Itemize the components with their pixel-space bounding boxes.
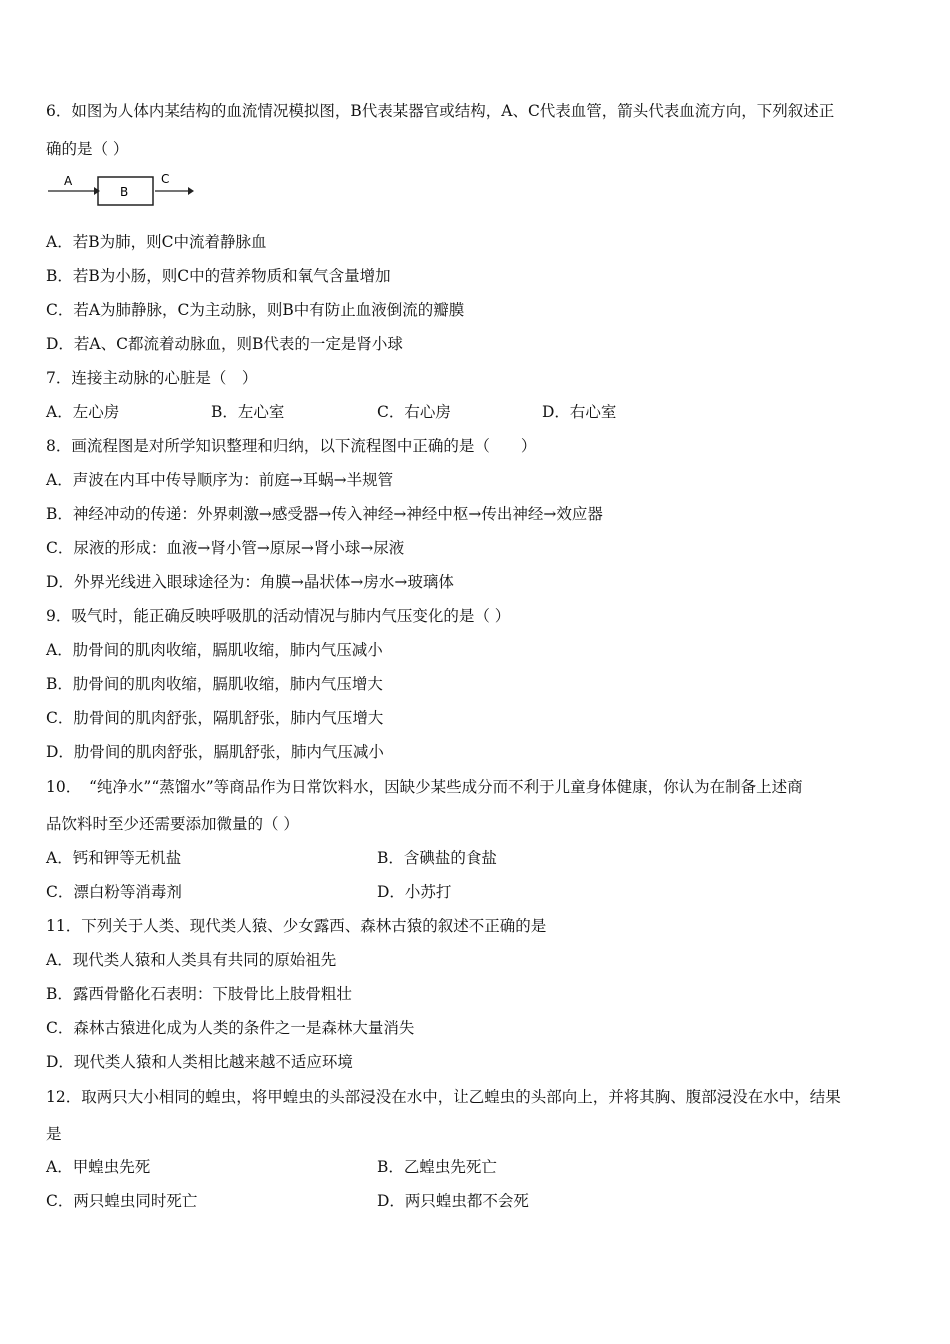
q11-option-b[interactable]: B．露西骨骼化石表明：下肢骨比上肢骨粗壮 xyxy=(46,985,352,1003)
q12-stem-line2: 是 xyxy=(46,1125,62,1143)
label-b: B xyxy=(120,185,129,199)
q9-stem: 9．吸气时，能正确反映呼吸肌的活动情况与肺内气压变化的是（ ） xyxy=(46,607,511,625)
q8-option-c[interactable]: C．尿液的形成：血液→肾小管→原尿→肾小球→尿液 xyxy=(46,539,405,557)
q6-option-a[interactable]: A．若B为肺，则C中流着静脉血 xyxy=(46,233,267,251)
q10-option-c[interactable]: C．漂白粉等消毒剂 xyxy=(46,883,182,901)
q11-option-c[interactable]: C．森林古猿进化成为人类的条件之一是森林大量消失 xyxy=(46,1019,415,1037)
q12-option-b[interactable]: B．乙蝗虫先死亡 xyxy=(377,1158,497,1176)
q10-stem-line1: 10． “纯净水”“蒸馏水”等商品作为日常饮料水，因缺少某些成分而不利于儿童身体健康，你认为在制备上述商 xyxy=(46,778,803,796)
arrow-a-head xyxy=(94,187,100,195)
q7-option-b[interactable]: B．左心室 xyxy=(211,403,285,421)
q12-stem-line1: 12．取两只大小相同的蝗虫，将甲蝗虫的头部浸没在水中，让乙蝗虫的头部向上，并将其胸、腹部浸没在水中，结果 xyxy=(46,1088,841,1106)
q7-option-a[interactable]: A．左心房 xyxy=(46,403,120,421)
q6-stem-line1: 6．如图为人体内某结构的血流情况模拟图，B代表某器官或结构，A、C代表血管，箭头代表血流方向，下列叙述正 xyxy=(46,102,835,120)
q11-option-a[interactable]: A．现代类人猿和人类具有共同的原始祖先 xyxy=(46,951,337,969)
q7-stem: 7．连接主动脉的心脏是（ ） xyxy=(46,369,258,387)
blood-flow-diagram xyxy=(46,170,196,210)
q9-option-a[interactable]: A．肋骨间的肌肉收缩，膈肌收缩，肺内气压减小 xyxy=(46,641,383,659)
q8-option-b[interactable]: B．神经冲动的传递：外界刺激→感受器→传入神经→神经中枢→传出神经→效应器 xyxy=(46,505,603,523)
q9-option-c[interactable]: C．肋骨间的肌肉舒张，隔肌舒张，肺内气压增大 xyxy=(46,709,384,727)
q6-option-b[interactable]: B．若B为小肠，则C中的营养物质和氧气含量增加 xyxy=(46,267,391,285)
label-a: A xyxy=(64,174,73,188)
q9-option-d[interactable]: D．肋骨间的肌肉舒张，膈肌舒张，肺内气压减小 xyxy=(46,743,384,761)
q10-option-a[interactable]: A．钙和钾等无机盐 xyxy=(46,849,182,867)
q10-option-b[interactable]: B．含碘盐的食盐 xyxy=(377,849,497,867)
q9-option-b[interactable]: B．肋骨间的肌肉收缩，膈肌收缩，肺内气压增大 xyxy=(46,675,383,693)
q10-option-d[interactable]: D．小苏打 xyxy=(377,883,452,901)
q8-option-a[interactable]: A．声波在内耳中传导顺序为：前庭→耳蜗→半规管 xyxy=(46,471,394,489)
q12-option-a[interactable]: A．甲蝗虫先死 xyxy=(46,1158,151,1176)
label-c: C xyxy=(161,172,170,186)
arrow-c-head xyxy=(188,187,194,195)
q8-option-d[interactable]: D．外界光线进入眼球途径为：角膜→晶状体→房水→玻璃体 xyxy=(46,573,454,591)
q6-option-d[interactable]: D．若A、C都流着动脉血，则B代表的一定是肾小球 xyxy=(46,335,403,353)
q10-stem-line2: 品饮料时至少还需要添加微量的（ ） xyxy=(46,815,299,833)
q12-option-c[interactable]: C．两只蝗虫同时死亡 xyxy=(46,1192,198,1210)
q8-stem: 8．画流程图是对所学知识整理和归纳，以下流程图中正确的是（ ） xyxy=(46,437,537,455)
q11-option-d[interactable]: D．现代类人猿和人类相比越来越不适应环境 xyxy=(46,1053,353,1071)
q11-stem: 11．下列关于人类、现代类人猿、少女露西、森林古猿的叙述不正确的是 xyxy=(46,917,547,935)
q7-option-c[interactable]: C．右心房 xyxy=(377,403,451,421)
q6-option-c[interactable]: C．若A为肺静脉，C为主动脉，则B中有防止血液倒流的瓣膜 xyxy=(46,301,465,319)
q7-option-d[interactable]: D．右心室 xyxy=(542,403,617,421)
q6-stem-line2: 确的是（ ） xyxy=(46,140,129,158)
q12-option-d[interactable]: D．两只蝗虫都不会死 xyxy=(377,1192,529,1210)
